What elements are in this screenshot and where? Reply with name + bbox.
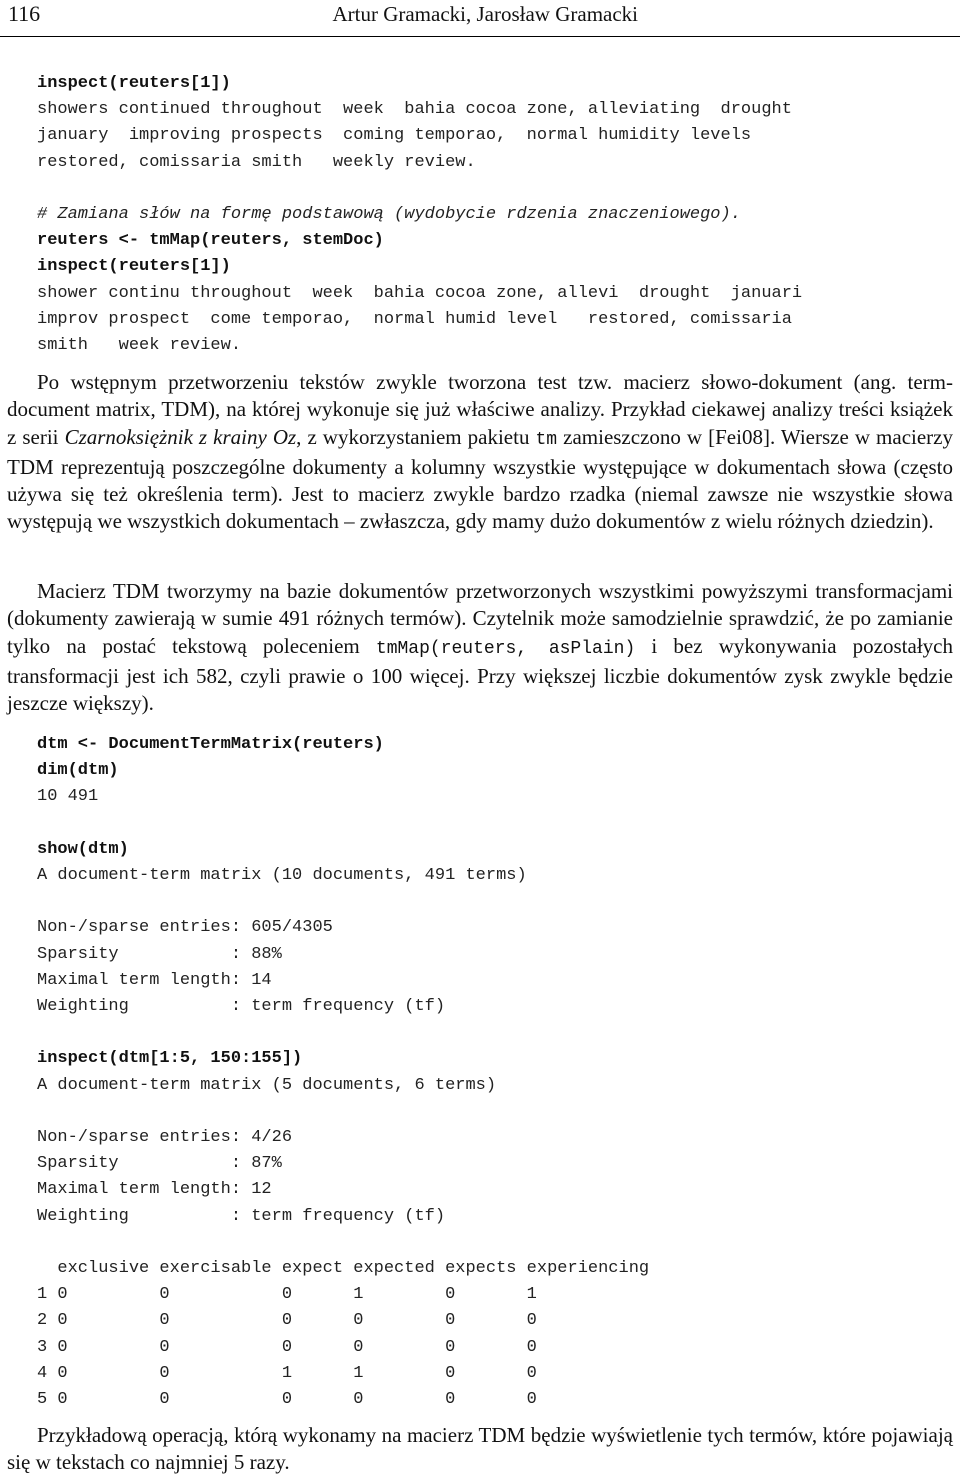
code-output: Non-/sparse entries: 605/4305 (37, 918, 333, 938)
code-output: improv prospect come temporao, normal humid level restored, comissaria (37, 309, 792, 329)
matrix-row: 2 0 0 0 0 0 0 (37, 1311, 537, 1331)
inline-code: tmMap(reuters, asPlain) (375, 638, 636, 659)
code-output: smith week review. (37, 336, 242, 356)
page-number: 116 (8, 1, 41, 26)
code-output: A document-term matrix (5 documents, 6 terms) (37, 1075, 497, 1095)
running-head: Artur Gramacki, Jarosław Gramacki (332, 2, 638, 26)
code-block-stemming (37, 71, 802, 359)
code-line: dim(dtm) (37, 761, 119, 781)
code-output: Sparsity : 88% (37, 944, 282, 964)
paragraph-next-operation: Przykładową operacją, którą wykonamy na macierz TDM będzie wyświetlenie tych termów, które pojawiają się w tekstach co najmniej 5 razy. (7, 1423, 953, 1475)
code-output: showers continued throughout week bahia cocoa zone, alleviating drought (37, 100, 792, 120)
code-output: Maximal term length: 14 (37, 970, 272, 990)
code-output: shower continu throughout week bahia cocoa zone, allevi drought januari (37, 283, 803, 303)
matrix-row: 4 0 0 1 1 0 0 (37, 1363, 537, 1383)
code-output: restored, comissaria smith weekly review. (37, 152, 476, 172)
code-output: Weighting : term frequency (tf) (37, 997, 446, 1017)
book-title: Czarnoksiężnik z krainy Oz (64, 424, 297, 449)
code-output: Maximal term length: 12 (37, 1180, 272, 1200)
code-output: Weighting : term frequency (tf) (37, 1206, 446, 1226)
code-output: january improving prospects coming temporao, normal humidity levels (37, 126, 752, 146)
code-line: inspect(dtm[1:5, 150:155]) (37, 1049, 303, 1069)
code-output: Sparsity : 87% (37, 1154, 282, 1174)
code-line: show(dtm) (37, 839, 129, 859)
matrix-row: 1 0 0 0 1 0 1 (37, 1285, 537, 1305)
code-line: inspect(reuters[1]) (37, 257, 231, 277)
code-output: 10 491 (37, 787, 99, 807)
matrix-row: 5 0 0 0 0 0 0 (37, 1390, 537, 1410)
code-line: dtm <- DocumentTermMatrix(reuters) (37, 735, 384, 754)
code-line: reuters <- tmMap(reuters, stemDoc) (37, 231, 384, 251)
matrix-row: 3 0 0 0 0 0 0 (37, 1337, 537, 1357)
matrix-header: exclusive exercisable expect expected expects experiencing (37, 1259, 650, 1279)
code-block-dtm (37, 732, 649, 1413)
paragraph-tdm-build: Macierz TDM tworzymy na bazie dokumentów przetworzonych wszystkimi powyższymi transformacjami (dokumenty zawierają w sumie 491 różnych termów). Czytelnik może samodzielnie sprawdzić, że po zamianie tylko na postać tekstową poleceniem tmMap(reuters, asPlain) i bez wykonywania pozostałych transformacji jest ich 582, czyli prawie o 100 więcej. Przy większej liczbie dokumentów zysk zwykle będzie jeszcze większy). (7, 579, 953, 716)
inline-code: tm (535, 429, 558, 450)
code-output: Non-/sparse entries: 4/26 (37, 1128, 293, 1148)
code-comment: # Zamiana słów na formę podstawową (wydobycie rdzenia znaczeniowego). (37, 205, 741, 225)
code-line: inspect(reuters[1]) (37, 74, 231, 93)
code-output: A document-term matrix (10 documents, 491 terms) (37, 866, 527, 886)
page-header (0, 0, 960, 37)
paragraph-tdm-intro: Po wstępnym przetworzeniu tekstów zwykle tworzona test tzw. macierz słowo-dokument (ang. term-document matrix, TDM), na której wykonuje się już właściwe analizy. Przykład ciekawej analizy treści książek z serii Czarnoksiężnik z krainy Oz, z wykorzystaniem pakietu tm zamieszczono w [Fei08]. Wiersze w macierzy TDM reprezentują poszczególne dokumenty a kolumny wszystkie występujące w dokumentach słowa (często używa się też określenia term). Jest to macierz zwykle bardzo rzadka (niemal zawsze nie wszystkie słowa występują we wszystkich dokumentach – zwłaszcza, gdy mamy dużo dokumentów z wielu różnych dziedzin). (7, 370, 953, 534)
